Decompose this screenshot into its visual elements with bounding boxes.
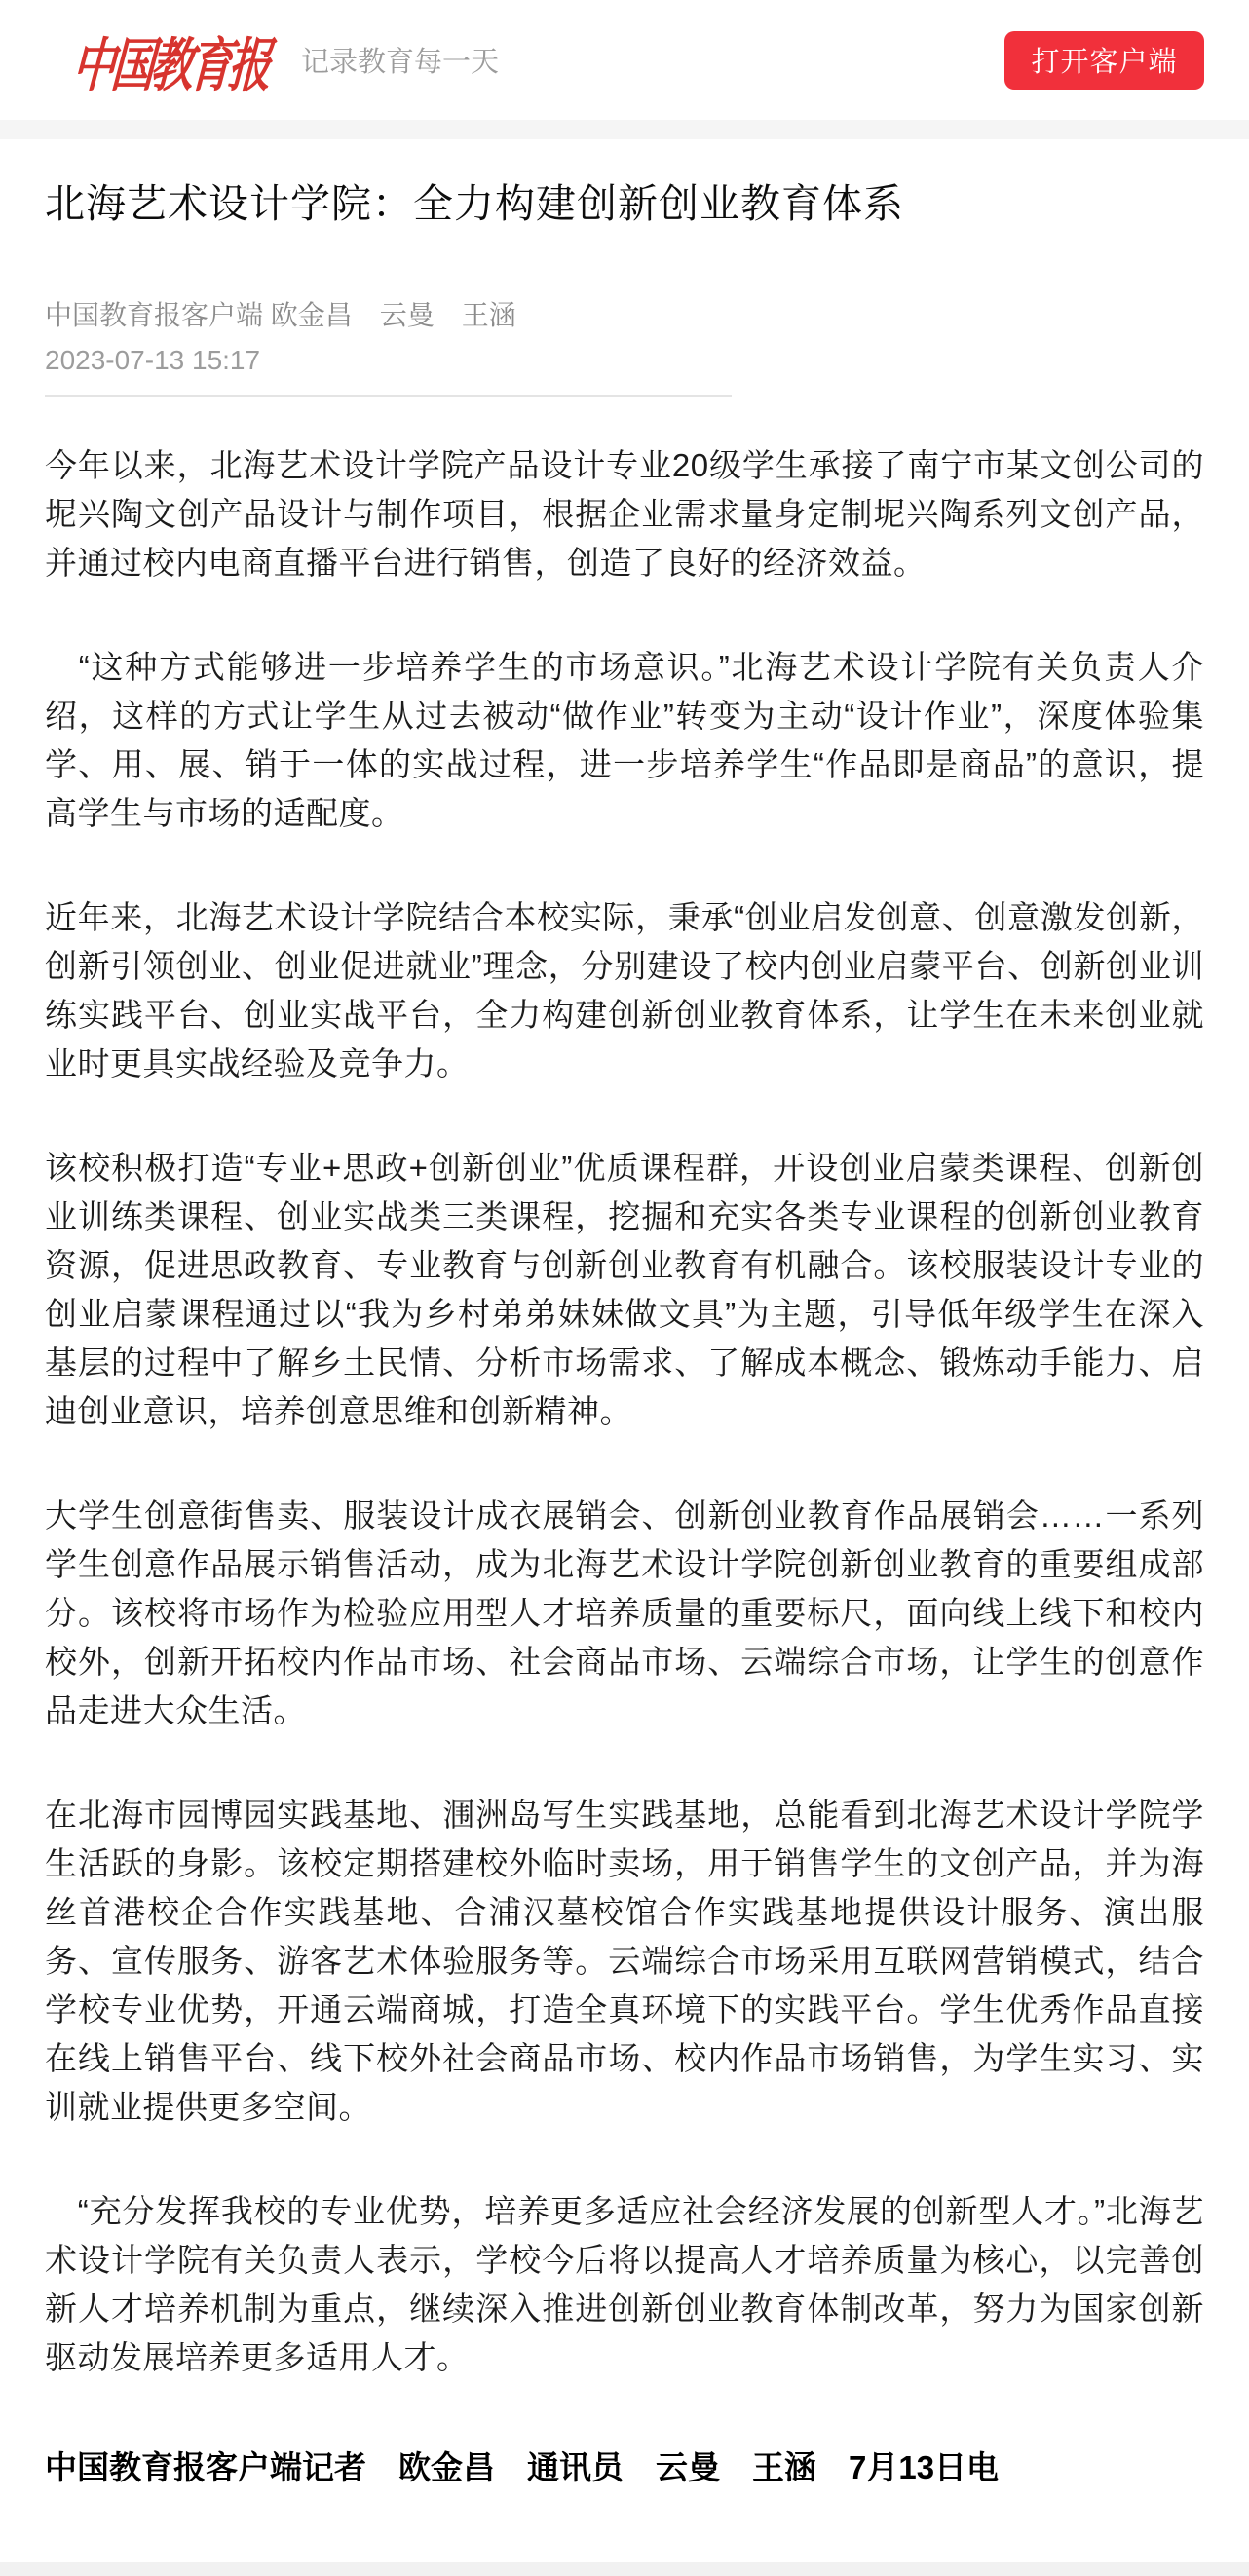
article-paragraph: “这种方式能够进一步培养学生的市场意识。”北海艺术设计学院有关负责人介绍，这样的方式让学生从过去被动“做作业”转变为主动“设计作业”，深度体验集学、用、展、销于一体的实战过程，进一步培养学生“作品即是商品”的意识，提高学生与市场的适配度。 xyxy=(45,649,1204,831)
meta-divider-line xyxy=(45,395,732,397)
site-logo[interactable]: 中国教育报 xyxy=(69,33,271,98)
article-paragraph: 近年来，北海艺术设计学院结合本校实际，秉承“创业启发创意、创意激发创新，创新引领创业、创业促进就业”理念，分别建设了校内创业启蒙平台、创新创业训练实践平台、创业实战平台，全力构建创新创业教育体系，让学生在未来创业就业时更具实战经验及竞争力。 xyxy=(45,899,1204,1081)
page-bottom-strip xyxy=(0,2562,1249,2576)
site-header xyxy=(0,0,1249,120)
article-body xyxy=(45,441,1204,2382)
article-source-authors: 中国教育报客户端 欧金昌 云曼 王涵 xyxy=(45,300,516,330)
article-container xyxy=(0,178,1249,2488)
article-datetime: 2023-07-13 15:17 xyxy=(45,345,261,375)
article-byline: 中国教育报客户端记者 欧金昌 通讯员 云曼 王涵 7月13日电 xyxy=(45,2449,1000,2485)
article-paragraph: 今年以来，北海艺术设计学院产品设计专业20级学生承接了南宁市某文创公司的坭兴陶文创产品设计与制作项目，根据企业需求量身定制坭兴陶系列文创产品，并通过校内电商直播平台进行销售，创造了良好的经济效益。 xyxy=(45,447,1204,581)
site-tagline: 记录教育每一天 xyxy=(301,47,500,78)
article-paragraph: 大学生创意街售卖、服装设计成衣展销会、创新创业教育作品展销会……一系列学生创意作品展示销售活动，成为北海艺术设计学院创新创业教育的重要组成部分。该校将市场作为检验应用型人才培养质量的重要标尺，面向线上线下和校内校外，创新开拓校内作品市场、社会商品市场、云端综合市场，让学生的创意作品走进大众生活。 xyxy=(45,1497,1204,1728)
header-divider-strip xyxy=(0,120,1249,139)
open-client-button[interactable]: 打开客户端 xyxy=(1004,31,1204,90)
article-paragraph: 在北海市园博园实践基地、涠洲岛写生实践基地，总能看到北海艺术设计学院学生活跃的身影。该校定期搭建校外临时卖场，用于销售学生的文创产品，并为海丝首港校企合作实践基地、合浦汉墓校馆合作实践基地提供设计服务、演出服务、宣传服务、游客艺术体验服务等。云端综合市场采用互联网营销模式，结合学校专业优势，开通云端商城，打造全真环境下的实践平台。学生优秀作品直接在线上销售平台、线下校外社会商品市场、校内作品市场销售，为学生实习、实训就业提供更多空间。 xyxy=(45,1797,1204,2125)
article-paragraph: “充分发挥我校的专业优势，培养更多适应社会经济发展的创新型人才。”北海艺术设计学院有关负责人表示，学校今后将以提高人才培养质量为核心，以完善创新人才培养机制为重点，继续深入推进创新创业教育体制改革，努力为国家创新驱动发展培养更多适用人才。 xyxy=(45,2193,1204,2375)
article-paragraph: 该校积极打造“专业+思政+创新创业”优质课程群，开设创业启蒙类课程、创新创业训练类课程、创业实战类三类课程，挖掘和充实各类专业课程的创新创业教育资源，促进思政教育、专业教育与创新创业教育有机融合。该校服装设计专业的创业启蒙课程通过以“我为乡村弟弟妹妹做文具”为主题，引导低年级学生在深入基层的过程中了解乡土民情、分析市场需求、了解成本概念、锻炼动手能力、启迪创业意识，培养创意思维和创新精神。 xyxy=(45,1150,1204,1429)
article-title: 北海艺术设计学院：全力构建创新创业教育体系 xyxy=(45,181,904,226)
